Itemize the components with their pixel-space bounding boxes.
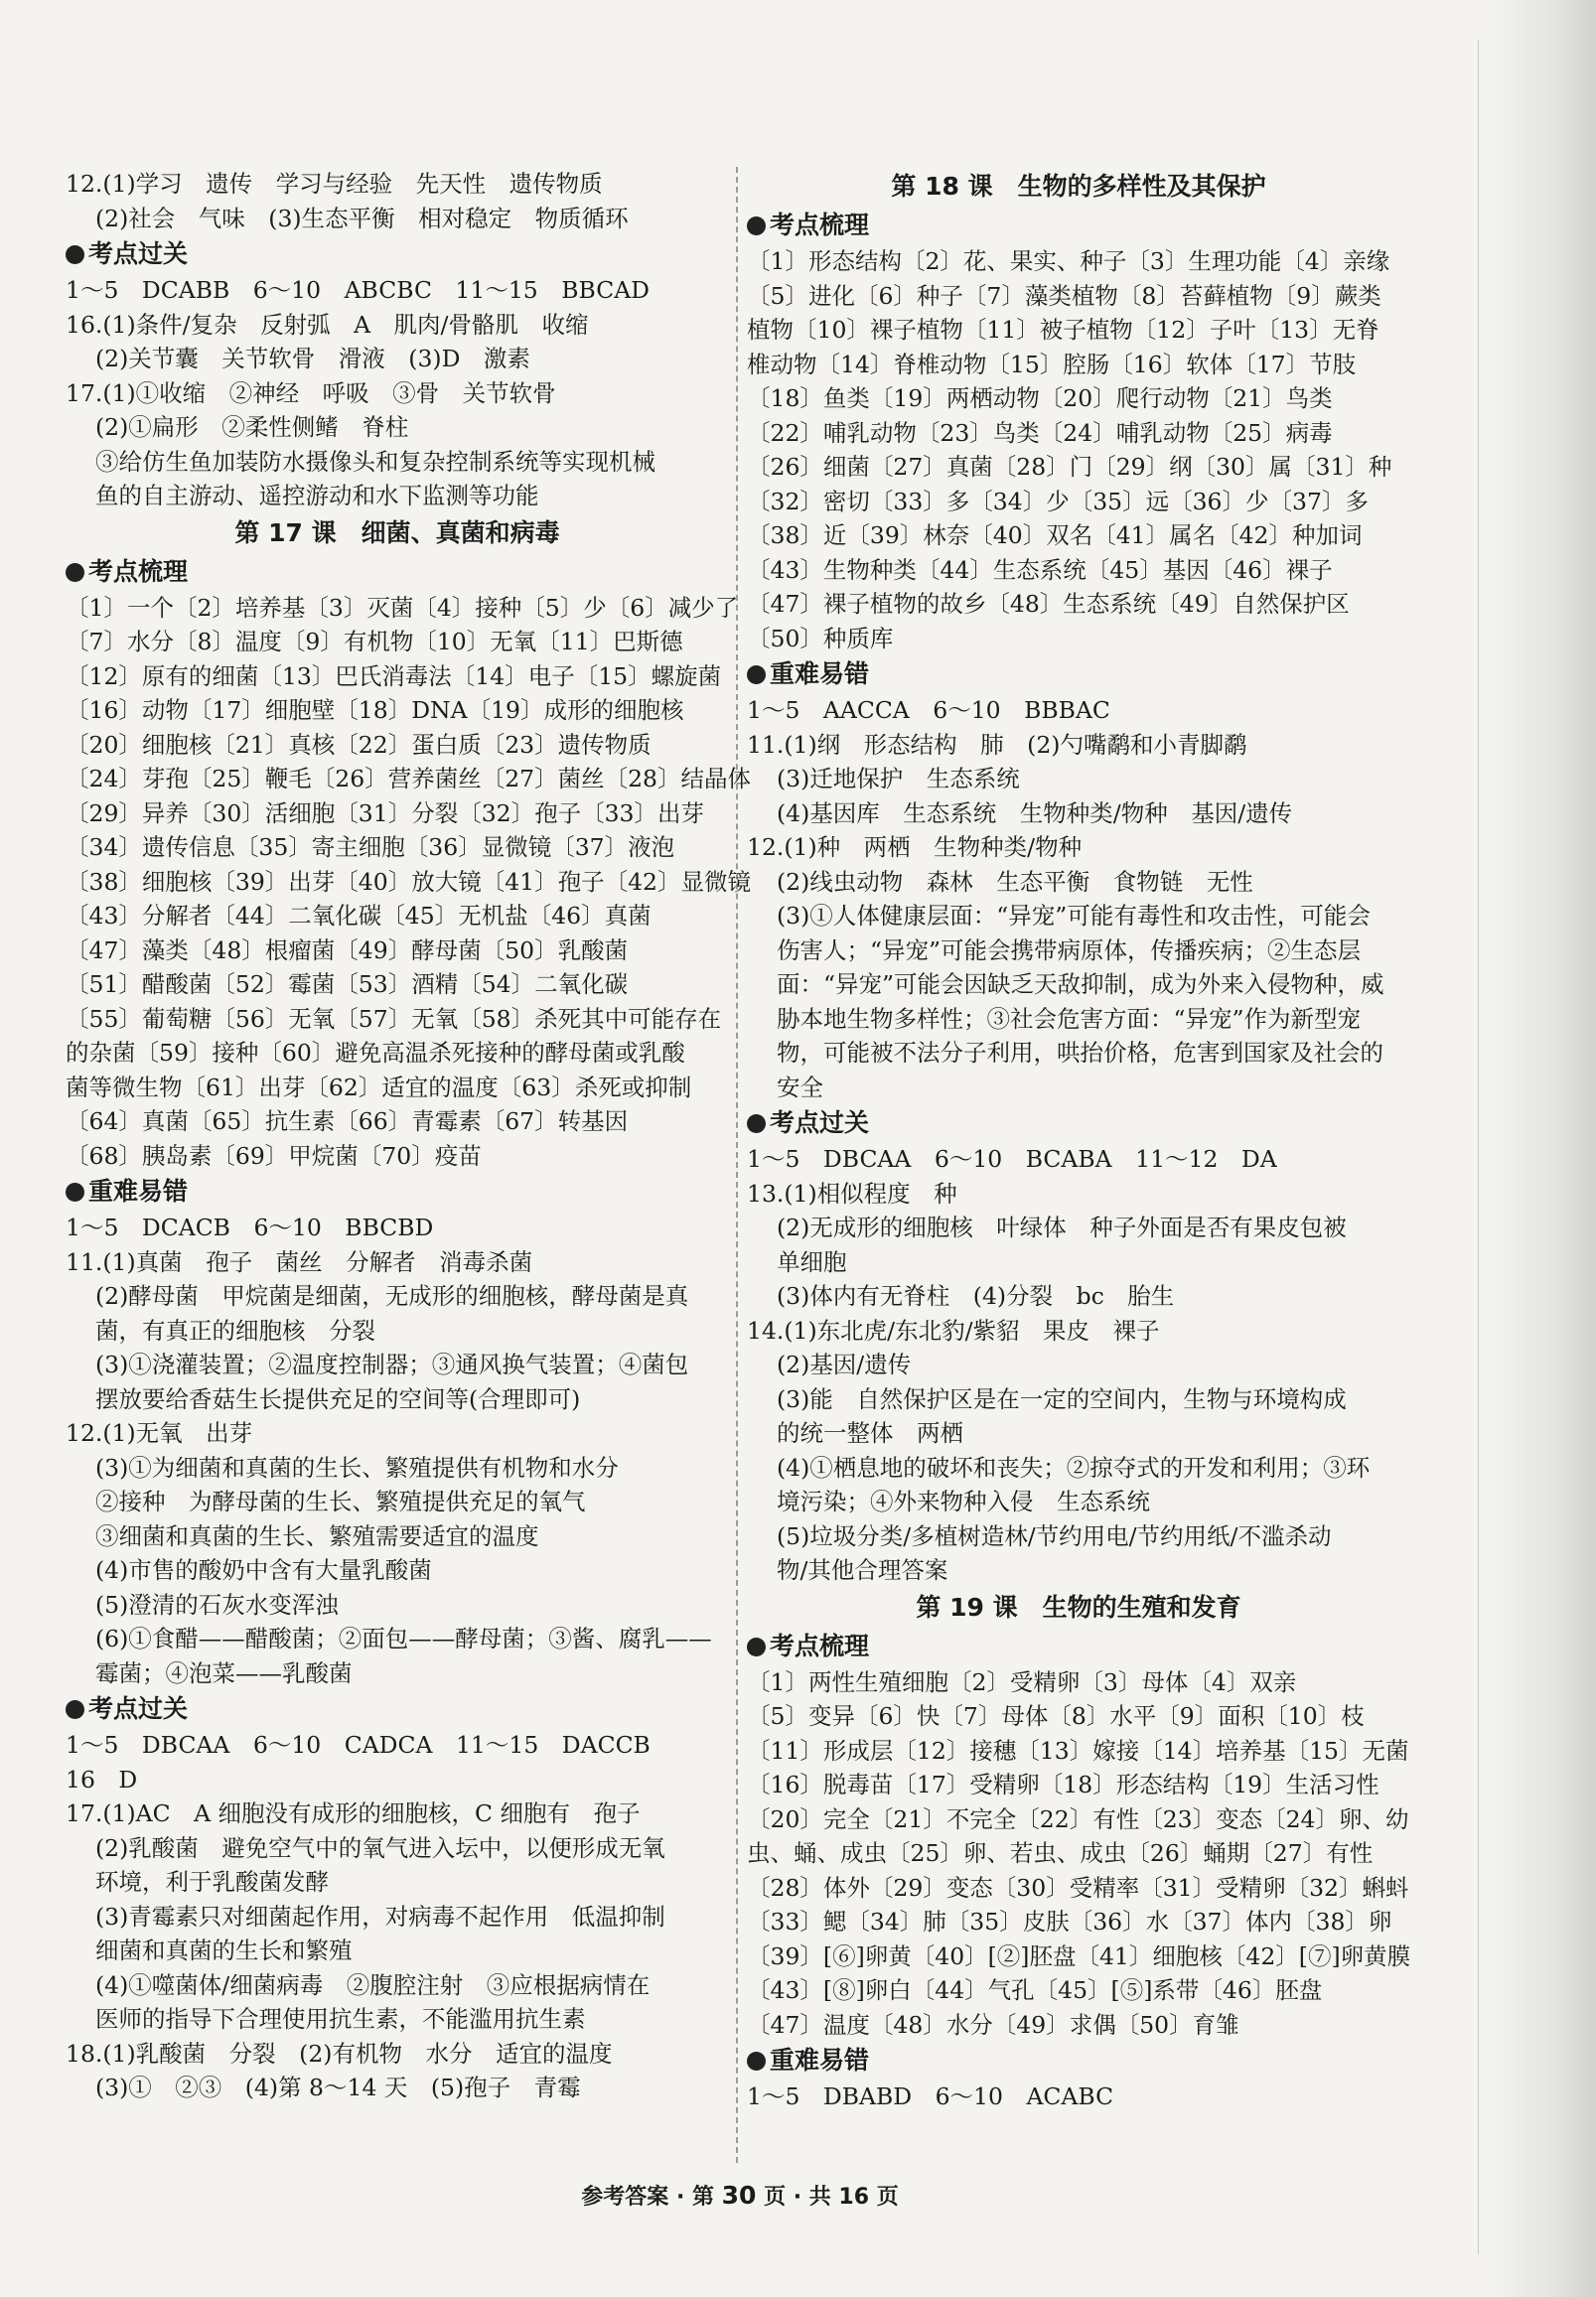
answer-line: 16 D [66,1765,138,1794]
answer-line: 〔47〕藻类〔48〕根瘤菌〔49〕酵母菌〔50〕乳酸菌 [66,935,629,964]
answer-line: (3)青霉素只对细菌起作用，对病毒不起作用 低温抑制 [95,1902,665,1931]
answer-line: (2)基因/遗传 [777,1351,912,1378]
answer-line: 〔7〕水分〔8〕温度〔9〕有机物〔10〕无氧〔11〕巴斯德 [66,628,683,655]
answer-line: 〔5〕进化〔6〕种子〔7〕藻类植物〔8〕苔藓植物〔9〕蕨类 [747,281,1381,310]
page-edge-shadow [1487,0,1596,2297]
bullet-icon [747,216,766,235]
right-sec4-block [747,1665,1410,2043]
answer-line: 〔28〕体外〔29〕变态〔30〕受精率〔31〕受精卵〔32〕蝌蚪 [747,1873,1409,1902]
answer-line: (2)酵母菌 甲烷菌是细菌，无成形的细胞核，酵母菌是真 [95,1282,689,1310]
answer-line: 〔5〕变异〔6〕快〔7〕母体〔8〕水平〔9〕面积〔10〕枝 [747,1702,1365,1730]
answer-line: 〔43〕分解者〔44〕二氧化碳〔45〕无机盐〔46〕真菌 [66,902,652,930]
answer-line: 〔1〕一个〔2〕培养基〔3〕灭菌〔4〕接种〔5〕少〔6〕减少了 [66,593,739,622]
answer-line: 〔16〕动物〔17〕细胞壁〔18〕DNA〔19〕成形的细胞核 [66,696,684,724]
bullet-icon [747,1114,766,1133]
answer-line: 椎动物〔14〕脊椎动物〔15〕腔肠〔16〕软体〔17〕节肢 [747,350,1357,378]
answer-line: 的杂菌〔59〕接种〔60〕避免高温杀死接种的酵母菌或乳酸 [66,1039,685,1067]
answer-line: 〔43〕[⑧]卵白〔44〕气孔〔45〕[⑤]系带〔46〕胚盘 [747,1976,1323,2004]
answer-line: 〔29〕异养〔30〕活细胞〔31〕分裂〔32〕孢子〔33〕出芽 [66,798,705,827]
answer-line: 虫、蛹、成虫〔25〕卵、若虫、成虫〔26〕蛹期〔27〕有性 [747,1839,1374,1867]
answer-line: 17.(1)①收缩 ②神经 呼吸 ③骨 关节软骨 [66,378,556,407]
answer-line: 14.(1)东北虎/东北豹/紫貂 果皮 裸子 [747,1316,1160,1345]
answer-line: ③给仿生鱼加装防水摄像头和复杂控制系统等实现机械 [95,447,655,476]
section-heading-text: 考点过关 [88,239,189,268]
section-heading [66,553,729,591]
answer-line: 植物〔10〕裸子植物〔11〕被子植物〔12〕子叶〔13〕无脊 [747,316,1379,344]
answer-line: 物，可能被不法分子利用，哄抬价格，危害到国家及社会的 [777,1039,1383,1067]
answer-line: 〔38〕近〔39〕林奈〔40〕双名〔41〕属名〔42〕种加词 [747,521,1363,549]
answer-line: 〔34〕遗传信息〔35〕寄主细胞〔36〕显微镜〔37〕液泡 [66,833,675,861]
answer-line: (2)关节囊 关节软骨 滑液 (3)D 激素 [95,345,530,372]
bullet-icon [747,2052,766,2071]
answer-line: 〔24〕芽孢〔25〕鞭毛〔26〕营养菌丝〔27〕菌丝〔28〕结晶体 [66,765,752,792]
answer-line: 菌，有真正的细胞核 分裂 [95,1316,375,1345]
bullet-icon [747,665,766,684]
lesson-title: 第 19 课 生物的生殖和发育 [916,1592,1241,1622]
answer-line: ②接种 为酵母菌的生长、繁殖提供充足的氧气 [95,1488,586,1515]
answer-line: (2)无成形的细胞核 叶绿体 种子外面是否有果皮包被 [777,1214,1347,1241]
answer-line: 单细胞 [777,1247,847,1276]
answer-line: (4)①噬菌体/细菌病毒 ②腹腔注射 ③应根据病情在 [95,1970,651,1999]
answer-line: 安全 [777,1073,823,1101]
answer-line: 〔32〕密切〔33〕多〔34〕少〔35〕远〔36〕少〔37〕多 [747,487,1369,515]
answer-line: 〔38〕细胞核〔39〕出芽〔40〕放大镜〔41〕孢子〔42〕显微镜 [66,867,752,896]
answer-line: 1～5 DCABB 6～10 ABCBC 11～15 BBCAD [66,276,651,304]
answer-line: 〔20〕细胞核〔21〕真核〔22〕蛋白质〔23〕遗传物质 [66,730,652,759]
answer-line: 1～5 DCACB 6～10 BBCBD [66,1214,434,1241]
answer-line: 医师的指导下合理使用抗生素，不能滥用抗生素 [95,2005,586,2033]
answer-line: 的统一整体 两栖 [777,1419,963,1447]
answer-line: 〔18〕鱼类〔19〕两栖动物〔20〕爬行动物〔21〕鸟类 [747,384,1333,412]
answer-line: (3)①浇灌装置；②温度控制器；③通风换气装置；④菌包 [95,1351,689,1378]
section-heading [747,655,1410,693]
answer-line: 12.(1)学习 遗传 学习与经验 先天性 遗传物质 [66,170,603,198]
lesson-title: 第 17 课 细菌、真菌和病毒 [234,517,560,547]
answer-line: (2)社会 气味 (3)生态平衡 相对稳定 物质循环 [95,204,629,232]
answer-line: 〔1〕形态结构〔2〕花、果实、种子〔3〕生理功能〔4〕亲缘 [747,247,1390,275]
section-heading [66,1173,729,1211]
right-column [747,167,1410,2114]
section-heading-text: 考点梳理 [88,556,189,586]
answer-line: (2)①扁形 ②柔性侧鳍 脊柱 [95,413,409,441]
answer-line: 17.(1)AC A 细胞没有成形的细胞核，C 细胞有 孢子 [66,1799,641,1827]
answer-line: 〔47〕温度〔48〕水分〔49〕求偶〔50〕育雏 [747,2010,1239,2039]
section-heading-text: 考点过关 [770,1108,870,1137]
answer-line: 面：“异宠”可能会因缺乏天敌抑制，成为外来入侵物种，威 [777,970,1384,998]
answer-line: 12.(1)无氧 出芽 [66,1419,253,1447]
answer-line: 细菌和真菌的生长和繁殖 [95,1937,353,1964]
section-heading [747,207,1410,244]
answer-line: 物/其他合理答案 [777,1556,948,1584]
footer-prefix: 参考答案 · 第 [581,2185,722,2210]
answer-line: (3)迁地保护 生态系统 [777,765,1020,792]
right-sec5-block [747,2080,1410,2114]
binding-line [1478,40,1479,2254]
answer-line: 胁本地生物多样性；③社会危害方面：“异宠”作为新型宠 [777,1004,1362,1033]
right-sec3-block [747,1142,1410,1588]
answer-line: 1～5 DBCAA 6～10 CADCA 11～15 DACCB [66,1731,651,1759]
answer-line: 〔22〕哺乳动物〔23〕鸟类〔24〕哺乳动物〔25〕病毒 [747,418,1333,447]
section-heading-text: 重难易错 [770,659,870,688]
section-heading [747,2042,1410,2080]
answer-line: (4)基因库 生态系统 生物种类/物种 基因/遗传 [777,798,1293,827]
answer-line: 〔20〕完全〔21〕不完全〔22〕有性〔23〕变态〔24〕卵、幼 [747,1804,1409,1833]
left-sec1-block [66,273,729,513]
left-sec4-block [66,1728,729,2105]
answer-line: 18.(1)乳酸菌 分裂 (2)有机物 水分 适宜的温度 [66,2039,613,2068]
answer-line: 〔51〕醋酸菌〔52〕霉菌〔53〕酒精〔54〕二氧化碳 [66,970,629,998]
answer-line: 〔68〕胰岛素〔69〕甲烷菌〔70〕疫苗 [66,1141,482,1170]
answer-line: (6)①食醋——醋酸菌；②面包——酵母菌；③酱、腐乳—— [95,1625,712,1652]
answer-line: 境污染；④外来物种入侵 生态系统 [777,1488,1150,1515]
answer-line: (3)① ②③ (4)第 8～14 天 (5)孢子 青霉 [95,2074,581,2101]
answer-line: ③细菌和真菌的生长、繁殖需要适宜的温度 [95,1521,539,1550]
answer-line: 〔33〕鳃〔34〕肺〔35〕皮肤〔36〕水〔37〕体内〔38〕卵 [747,1908,1392,1936]
section-heading-text: 重难易错 [88,1177,189,1206]
answer-line: 16.(1)条件/复杂 反射弧 A 肌肉/骨骼肌 收缩 [66,310,589,339]
right-sec1-block [747,244,1410,655]
answer-line: 11.(1)真菌 孢子 菌丝 分解者 消毒杀菌 [66,1247,533,1276]
answer-line: (3)能 自然保护区是在一定的空间内，生物与环境构成 [777,1384,1347,1413]
answer-line: 12.(1)种 两栖 生物种类/物种 [747,833,1083,861]
answer-line: 〔1〕两性生殖细胞〔2〕受精卵〔3〕母体〔4〕双亲 [747,1667,1297,1696]
answer-line: 〔55〕葡萄糖〔56〕无氧〔57〕无氧〔58〕杀死其中可能存在 [66,1004,722,1033]
section-heading-text: 考点过关 [88,1694,189,1723]
bullet-icon [66,1700,84,1719]
section-heading-text: 考点梳理 [770,211,870,239]
answer-line: (2)线虫动物 森林 生态平衡 食物链 无性 [777,867,1253,896]
answer-line: 11.(1)纲 形态结构 肺 (2)勺嘴鹬和小青脚鹬 [747,730,1247,759]
answer-line: 〔39〕[⑥]卵黄〔40〕[②]胚盘〔41〕细胞核〔42〕[⑦]卵黄膜 [747,1941,1411,1970]
section-heading [66,1690,729,1728]
lesson-title: 第 18 课 生物的多样性及其保护 [891,172,1266,201]
footer-mid: 页 · 共 [756,2185,839,2210]
answer-line: 1～5 DBABD 6～10 ACABC [747,2082,1114,2110]
answer-line: 摆放要给香菇生长提供充足的空间等(合理即可) [95,1384,581,1413]
answer-line: 伤害人；“异宠”可能会携带病原体，传播疾病；②生态层 [777,935,1362,964]
answer-line: (4)①栖息地的破坏和丧失；②掠夺式的开发和利用；③环 [777,1453,1371,1482]
column-divider [736,167,738,2163]
answer-line: (5)垃圾分类/多植树造林/节约用电/节约用纸/不滥杀动 [777,1521,1332,1550]
answer-line: 〔12〕原有的细菌〔13〕巴氏消毒法〔14〕电子〔15〕螺旋菌 [66,661,722,690]
answer-line: 〔16〕脱毒苗〔17〕受精卵〔18〕形态结构〔19〕生活习性 [747,1771,1379,1798]
left-q12-block [66,167,729,235]
answer-line: 霉菌；④泡菜——乳酸菌 [95,1658,353,1687]
answer-line: 1～5 AACCA 6～10 BBBAC [747,696,1110,724]
page-footer [0,2180,1480,2211]
answer-line: (3)体内有无脊柱 (4)分裂 bc 胎生 [777,1282,1175,1310]
section-heading [747,1104,1410,1142]
answer-line: (2)乳酸菌 避免空气中的氧气进入坛中，以便形成无氧 [95,1833,665,1862]
left-column [66,167,752,2105]
answer-line: 〔43〕生物种类〔44〕生态系统〔45〕基因〔46〕裸子 [747,555,1333,584]
section-heading-text: 重难易错 [770,2046,870,2075]
section-heading [747,1628,1410,1665]
answer-line: 鱼的自主游动、遥控游动和水下监测等功能 [95,482,539,509]
bullet-icon [66,245,84,264]
left-sec3-block [66,1211,729,1690]
answer-line: 环境，利于乳酸菌发酵 [95,1868,329,1896]
left-sec2-block [66,591,752,1174]
bullet-icon [66,563,84,582]
answer-line: 〔47〕裸子植物的故乡〔48〕生态系统〔49〕自然保护区 [747,590,1350,618]
answer-line: 〔64〕真菌〔65〕抗生素〔66〕青霉素〔67〕转基因 [66,1107,629,1135]
answer-line: (4)市售的酸奶中含有大量乳酸菌 [95,1556,432,1584]
answer-line: (3)①为细菌和真菌的生长、繁殖提供有机物和水分 [95,1453,619,1482]
answer-line: 1～5 DBCAA 6～10 BCABA 11～12 DA [747,1145,1277,1173]
section-heading-text: 考点梳理 [770,1631,870,1660]
answer-line: (3)①人体健康层面：“异宠”可能有毒性和攻击性，可能会 [777,902,1371,930]
bullet-icon [66,1183,84,1202]
footer-total-pages: 16 [838,2185,870,2210]
answer-line: 〔50〕种质库 [747,624,894,652]
answer-line: 13.(1)相似程度 种 [747,1179,957,1208]
footer-suffix: 页 [869,2185,899,2210]
answer-line: (5)澄清的石灰水变浑浊 [95,1590,339,1619]
right-sec2-block [747,693,1410,1104]
footer-page-number: 30 [721,2181,757,2210]
bullet-icon [747,1638,766,1656]
section-heading [66,235,729,273]
answer-line: 〔11〕形成层〔12〕接穗〔13〕嫁接〔14〕培养基〔15〕无菌 [747,1736,1409,1765]
answer-line: 菌等微生物〔61〕出芽〔62〕适宜的温度〔63〕杀死或抑制 [66,1073,692,1101]
answer-line: 〔26〕细菌〔27〕真菌〔28〕门〔29〕纲〔30〕属〔31〕种 [747,453,1392,481]
